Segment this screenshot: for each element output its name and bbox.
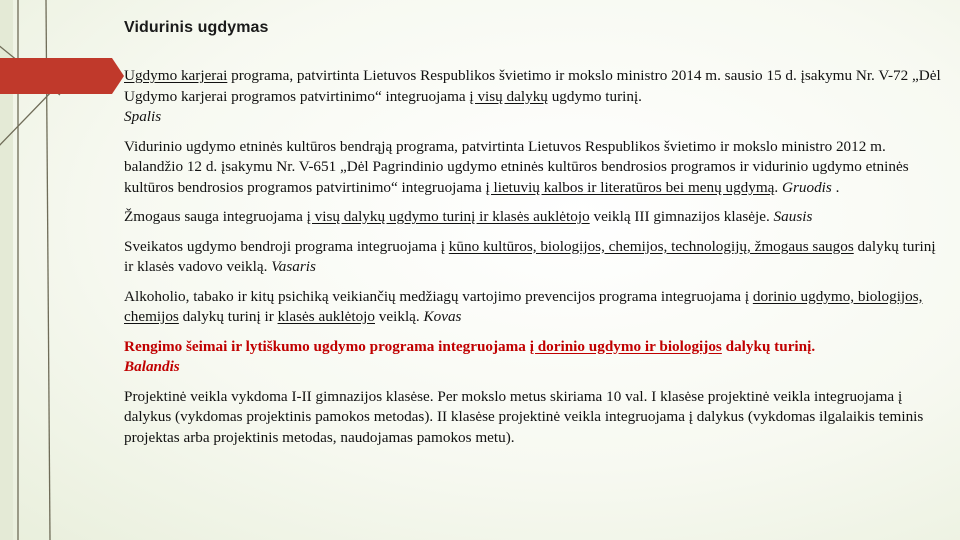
paragraph-prevention-program: Alkoholio, tabako ir kitų psichiką veikiančių medžiagų vartojimo prevencijos programa integruojama į dorinio ugdymo, biologijos, chemijos dalykų turinį ir klasės auklėtojo veiklą. Kovas — [124, 287, 923, 325]
underlined-text: dorinio ugdymo, biologijos, chemijos — [124, 287, 923, 325]
paragraph-family-preparation: Rengimo šeimai ir lytiškumo ugdymo programa integruojama į dorinio ugdymo ir biologijos dalykų turinį. Balandis — [124, 337, 816, 375]
underlined-text: klasės auklėtojo — [277, 308, 375, 325]
underlined-text: į visų dalykų — [469, 87, 548, 105]
paragraph-human-safety: Žmogaus sauga integruojama į visų dalykų ugdymo turinį ir klasės auklėtojo veiklą III gimnazijos klasėje. Sausis — [124, 208, 813, 225]
slide-title: Vidurinis ugdymas — [124, 19, 269, 36]
decorative-stems — [0, 0, 130, 540]
underlined-text: į dorinio ugdymo ir biologijos — [529, 337, 722, 355]
month-label: Spalis — [124, 108, 162, 125]
paragraph-health-education: Sveikatos ugdymo bendroji programa integruojama į kūno kultūros, biologijos, chemijos, technologijų, žmogaus saugos dalykų turinį ir klasės vadovo veiklą. Vasaris — [124, 237, 936, 275]
month-label: Sausis — [773, 208, 813, 225]
underlined-text: į lietuvių kalbos ir literatūros bei menų ugdymą — [485, 178, 775, 196]
month-label: Gruodis — [782, 178, 832, 196]
paragraph-ethnic-culture: Vidurinio ugdymo etninės kultūros bendrąją programa, patvirtinta Lietuvos Respublikos švietimo ir mokslo ministro 2012 m. balandžio 12 d. įsakymu Nr. V-651 „Dėl Pagrindinio ugdymo etninės kultūros bendrosios programos ir vidurinio ugdymo etninės kultūros bendrosios programos patvirtinimo“ integruojama į lietuvių kalbos ir literatūros bei menų ugdymą. Gruodis . — [124, 137, 909, 196]
underlined-text: Ugdymo karjerai — [124, 67, 228, 84]
month-label: Balandis — [124, 358, 180, 375]
red-arrow-marker — [0, 58, 124, 94]
slide-content — [124, 66, 944, 448]
paragraph-career-education: Ugdymo karjerai programa, patvirtinta Lietuvos Respublikos švietimo ir mokslo ministro 2014 m. sausio 15 d. įsakymu Nr. V-72 „Dėl Ugdymo karjerai programos patvirtinimo“ integruojama į visų dalykų ugdymo turinį. Spalis — [124, 67, 941, 125]
underlined-text: į visų dalykų ugdymo turinį ir klasės auklėtojo — [306, 208, 590, 225]
underlined-text: kūno kultūros, biologijos, chemijos, technologijų, žmogaus saugos — [448, 237, 854, 255]
paragraph-project-activity: Projektinė veikla vykdoma I-II gimnazijos klasėse. Per mokslo metus skiriama 10 val. I klasėse projektinė veikla integruojama į dalykus (vykdomas projektinis pamokos metodas). II klasėse projektinė veikla integruojama į dalykus (vykdomas ilgalaikis teminis projektas arba projektinis metodas, naudojamas pamokos metu). — [124, 387, 924, 446]
month-label: Kovas — [423, 308, 462, 325]
month-label: Vasaris — [271, 258, 316, 275]
